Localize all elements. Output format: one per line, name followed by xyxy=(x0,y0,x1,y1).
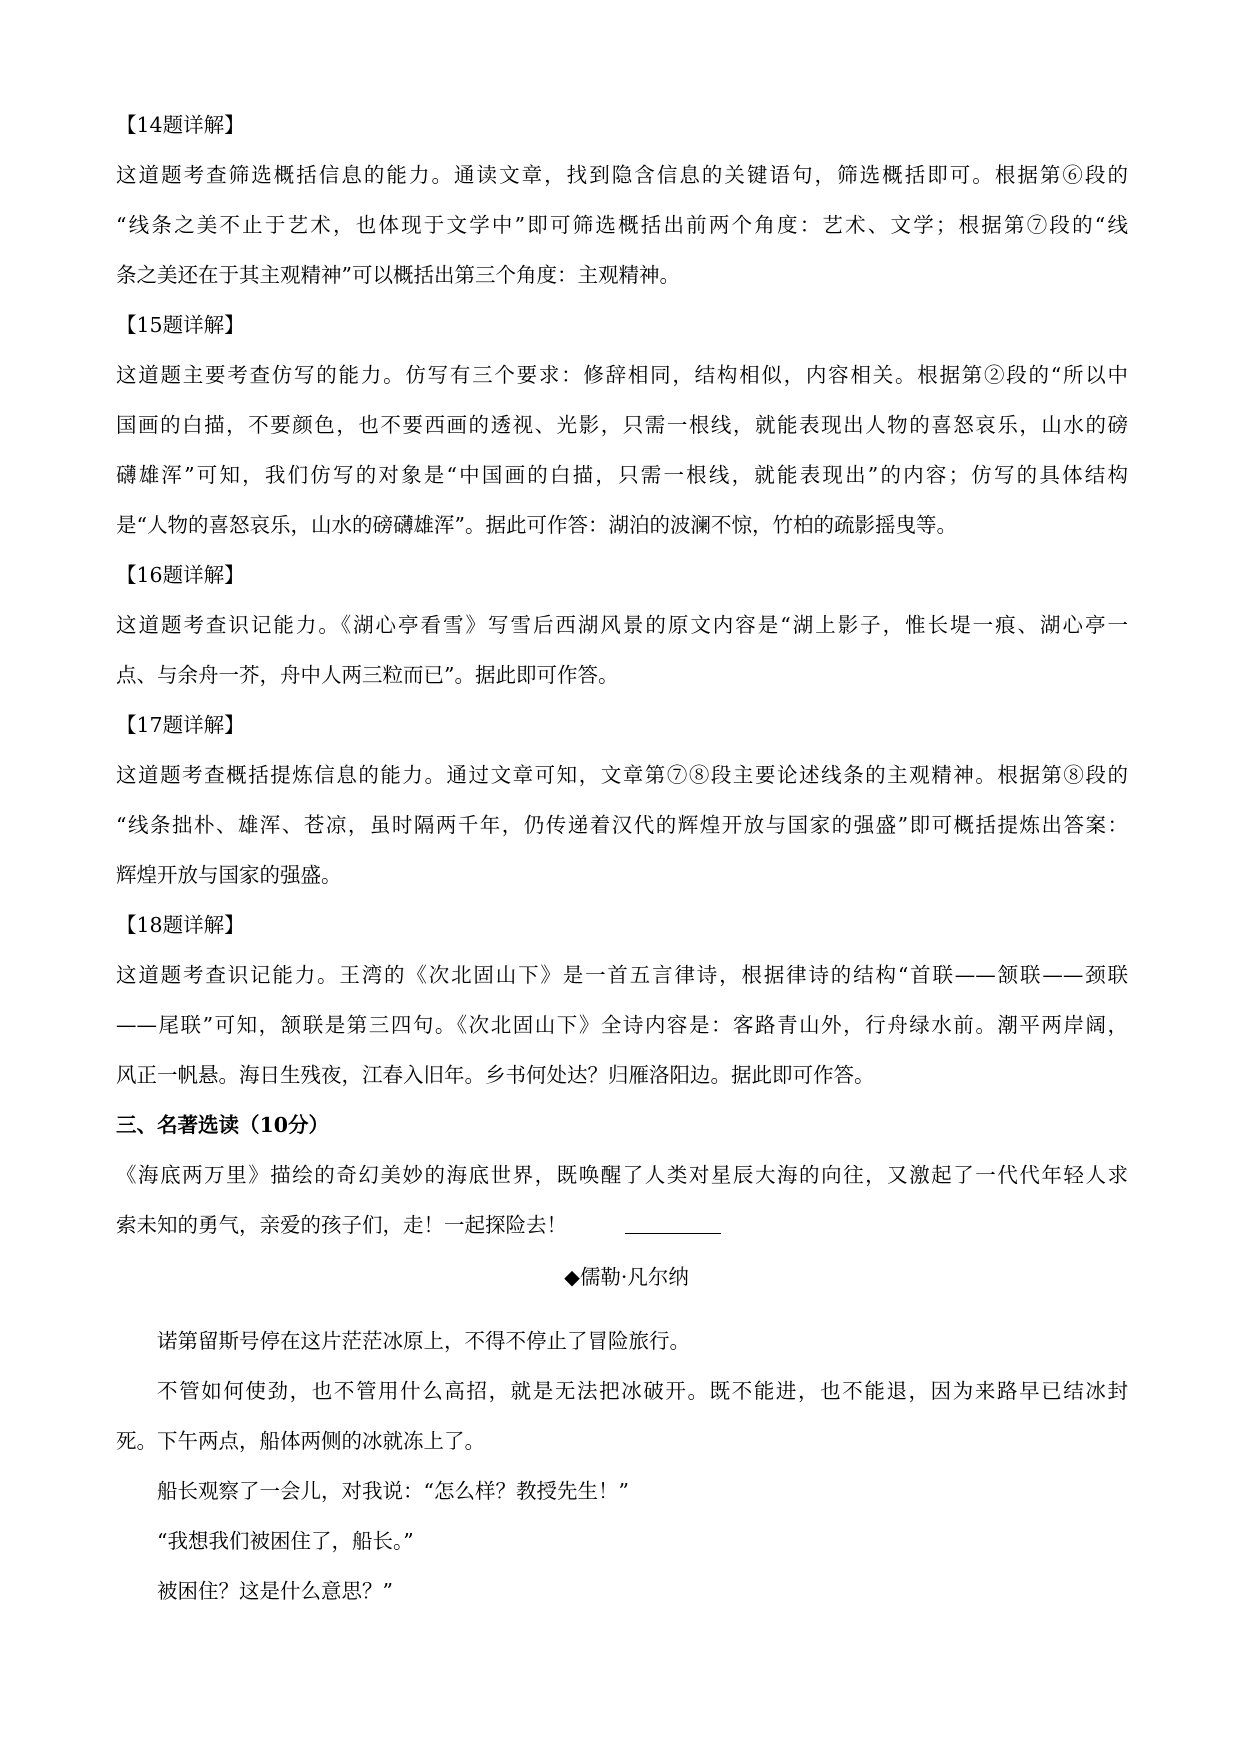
q18-line-3: 风正一帆悬。海日生残夜，江春入旧年。乡书何处达？归雁洛阳边。据此即可作答。 xyxy=(116,1063,875,1087)
q16-line-2: 点、与余舟一芥，舟中人两三粒而已”。据此即可作答。 xyxy=(116,663,619,687)
q14-line-3: 条之美还在于其主观精神”可以概括出第三个角度：主观精神。 xyxy=(116,263,680,287)
q17-line-3: 辉煌开放与国家的强盛。 xyxy=(116,863,342,887)
excerpt-para-2-line-1: 不管如何使劲，也不管用什么高招，就是无法把冰破开。既不能进，也不能退，因为来路早已结冰封 xyxy=(157,1379,1128,1403)
excerpt-para-3: 船长观察了一会儿，对我说：“怎么样？教授先生！” xyxy=(157,1479,629,1503)
q14-line-2: “线条之美不止于艺术，也体现于文学中”即可筛选概括出前两个角度：艺术、文学；根据第⑦段的“线 xyxy=(116,213,1128,237)
excerpt-para-5: 被困住？这是什么意思？” xyxy=(157,1579,393,1603)
section-3-intro-1: 《海底两万里》描绘的奇幻美妙的海底世界，既唤醒了人类对星辰大海的向往，又激起了一代代年轻人求 xyxy=(116,1163,1128,1187)
q15-line-2: 国画的白描，不要颜色，也不要西画的透视、光影，只需一根线，就能表现出人物的喜怒哀乐，山水的磅 xyxy=(116,413,1128,437)
q18-line-2: ——尾联”可知，颔联是第三四句。《次北固山下》全诗内容是：客路青山外，行舟绿水前。潮平两岸阔， xyxy=(116,1013,1128,1037)
section-3-intro-2: 索未知的勇气，亲爱的孩子们，走！一起探险去！ xyxy=(116,1213,567,1237)
q14-heading: 【14题详解】 xyxy=(116,113,245,137)
q15-line-4: 是“人物的喜怒哀乐，山水的磅礴雄浑”。据此可作答：湖泊的波澜不惊，竹柏的疏影摇曳等。 xyxy=(116,513,957,537)
excerpt-para-4: “我想我们被困住了，船长。” xyxy=(157,1529,414,1553)
q15-line-3: 礴雄浑”可知，我们仿写的对象是“中国画的白描，只需一根线，就能表现出”的内容；仿写的具体结构 xyxy=(116,463,1128,487)
q15-line-1: 这道题主要考查仿写的能力。仿写有三个要求：修辞相同，结构相似，内容相关。根据第②段的“所以中 xyxy=(116,363,1128,387)
q16-line-1: 这道题考查识记能力。《湖心亭看雪》写雪后西湖风景的原文内容是“湖上影子，惟长堤一痕、湖心亭一 xyxy=(116,613,1128,637)
q17-heading: 【17题详解】 xyxy=(116,713,245,737)
section-3-title: 三、名著选读（10分） xyxy=(116,1113,330,1137)
answer-explanations xyxy=(116,100,1128,1250)
q17-line-2: “线条拙朴、雄浑、苍凉，虽时隔两千年，仍传递着汉代的辉煌开放与国家的强盛”即可概括提炼出答案： xyxy=(116,813,1128,837)
q14-line-1: 这道题考查筛选概括信息的能力。通读文章，找到隐含信息的关键语句，筛选概括即可。根据第⑥段的 xyxy=(116,163,1128,187)
q15-heading: 【15题详解】 xyxy=(116,313,245,337)
q17-line-1: 这道题考查概括提炼信息的能力。通过文章可知，文章第⑦⑧段主要论述线条的主观精神。根据第⑧段的 xyxy=(116,763,1128,787)
q16-heading: 【16题详解】 xyxy=(116,563,245,587)
excerpt-para-1: 诺第留斯号停在这片茫茫冰原上，不得不停止了冒险旅行。 xyxy=(157,1329,690,1353)
excerpt-passage xyxy=(116,1316,1128,1616)
excerpt-author: ◆儒勒·凡尔纳 xyxy=(564,1265,689,1289)
title-blank-line xyxy=(625,1233,721,1234)
q18-line-1: 这道题考查识记能力。王湾的《次北固山下》是一首五言律诗，根据律诗的结构“首联——颔联——颈联 xyxy=(116,963,1128,987)
excerpt-para-2-line-2: 死。下午两点，船体两侧的冰就冻上了。 xyxy=(116,1429,485,1453)
q18-heading: 【18题详解】 xyxy=(116,913,245,937)
